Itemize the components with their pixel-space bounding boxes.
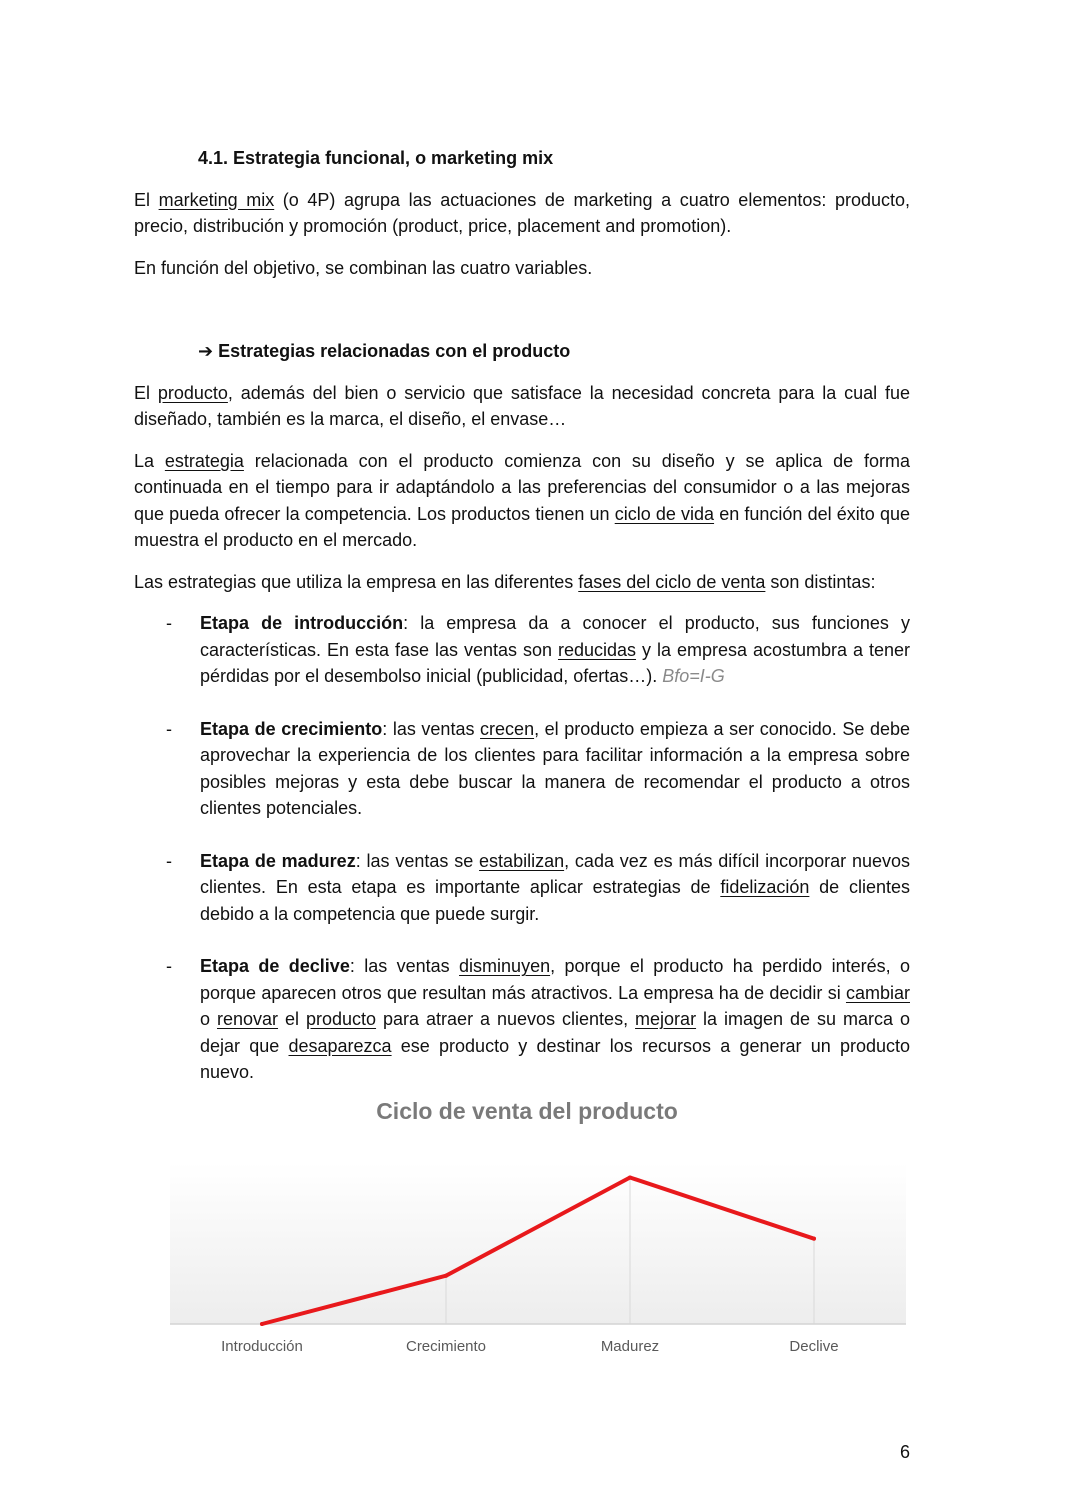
- term-marketing-mix: marketing mix: [158, 189, 275, 210]
- objective-paragraph: En función del objetivo, se combinan las cuatro variables.: [134, 257, 593, 278]
- strategy-paragraph: La estrategia relacionada con el producto comienza con su diseño y se aplica de forma continuada en el tiempo para ir adaptándolo a las preferencias del consumidor o a las mejoras que pueda ofrecer la competencia. Los productos tienen un ciclo de vida en función del éxito que muestra el producto en el mercado.: [134, 450, 911, 550]
- term-fases-ciclo-venta: fases del ciclo de venta: [578, 571, 766, 592]
- phases-intro-paragraph: Las estrategias que utiliza la empresa en las diferentes fases del ciclo de venta son distintas:: [134, 571, 876, 592]
- stages-list: [134, 610, 910, 1086]
- data-point-2: [628, 1175, 632, 1179]
- x-tick-label: Introducción: [221, 1338, 303, 1355]
- product-definition-paragraph: El producto, además del bien o servicio que satisface la necesidad concreta para la cual fue diseñado, también es la marca, el diseño, el envase…: [134, 382, 910, 429]
- list-item-declive: - Etapa de declive: las ventas disminuyen, porque el producto ha perdido interés, o porque aparecen otros que resultan más atractivos. La empresa ha de decidir si cambiar o renovar el producto para atraer a nuevos clientes, mejorar la imagen de su marca o dejar que desaparezca ese producto y destinar los recursos a generar un producto nuevo.: [166, 956, 911, 1082]
- data-point-0: [260, 1322, 264, 1326]
- profit-formula-note: Bfo=I-G: [662, 666, 725, 686]
- list-item-crecimiento: - Etapa de crecimiento: las ventas crecen, el producto empieza a ser conocido. Se debe aprovechar la experiencia de los clientes para facilitar información a la empresa sobre posibles mejoras y esta debe buscar la manera de recomendar el producto a otros clientes potenciales.: [166, 718, 910, 818]
- marketing-mix-paragraph: El marketing mix (o 4P) agrupa las actuaciones de marketing a cuatro elementos: producto, precio, distribución y promoción (product, price, placement and promotion).: [134, 189, 910, 236]
- product-heading: ➔ Estrategias relacionadas con el producto: [198, 341, 571, 361]
- list-item-introduccion: - Etapa de introducción: la empresa da a conocer el producto, sus funciones y características. En esta fase las ventas son reducidas y la empresa acostumbra a tener pérdidas por el desembolso inicial (publicidad, ofertas…). Bfo=I-G: [166, 613, 910, 686]
- sales-cycle-chart: [160, 1098, 920, 1368]
- page-number: 6: [899, 1442, 910, 1462]
- chart-svg: [160, 1098, 920, 1368]
- plot-area: [170, 1163, 906, 1324]
- term-ciclo-de-vida: ciclo de vida: [614, 503, 715, 524]
- list-item-madurez: - Etapa de madurez: las ventas se estabilizan, cada vez es más difícil incorporar nuevos clientes. En esta etapa es importante aplicar estrategias de fidelización de clientes debido a la competencia que puede surgir.: [166, 850, 911, 924]
- section-marketing-mix: [134, 145, 910, 281]
- term-estrategia: estrategia: [164, 450, 244, 471]
- term-producto: producto: [157, 382, 228, 403]
- data-point-3: [812, 1237, 816, 1241]
- section-product-strategies: [134, 338, 910, 1086]
- x-tick-label: Madurez: [600, 1338, 660, 1355]
- x-tick-label: Declive: [789, 1338, 839, 1355]
- section-heading: 4.1. Estrategia funcional, o marketing mix: [198, 148, 554, 168]
- data-point-1: [444, 1274, 448, 1278]
- chart-title: Ciclo de venta del producto: [376, 1098, 678, 1124]
- x-tick-label: Crecimiento: [405, 1338, 487, 1355]
